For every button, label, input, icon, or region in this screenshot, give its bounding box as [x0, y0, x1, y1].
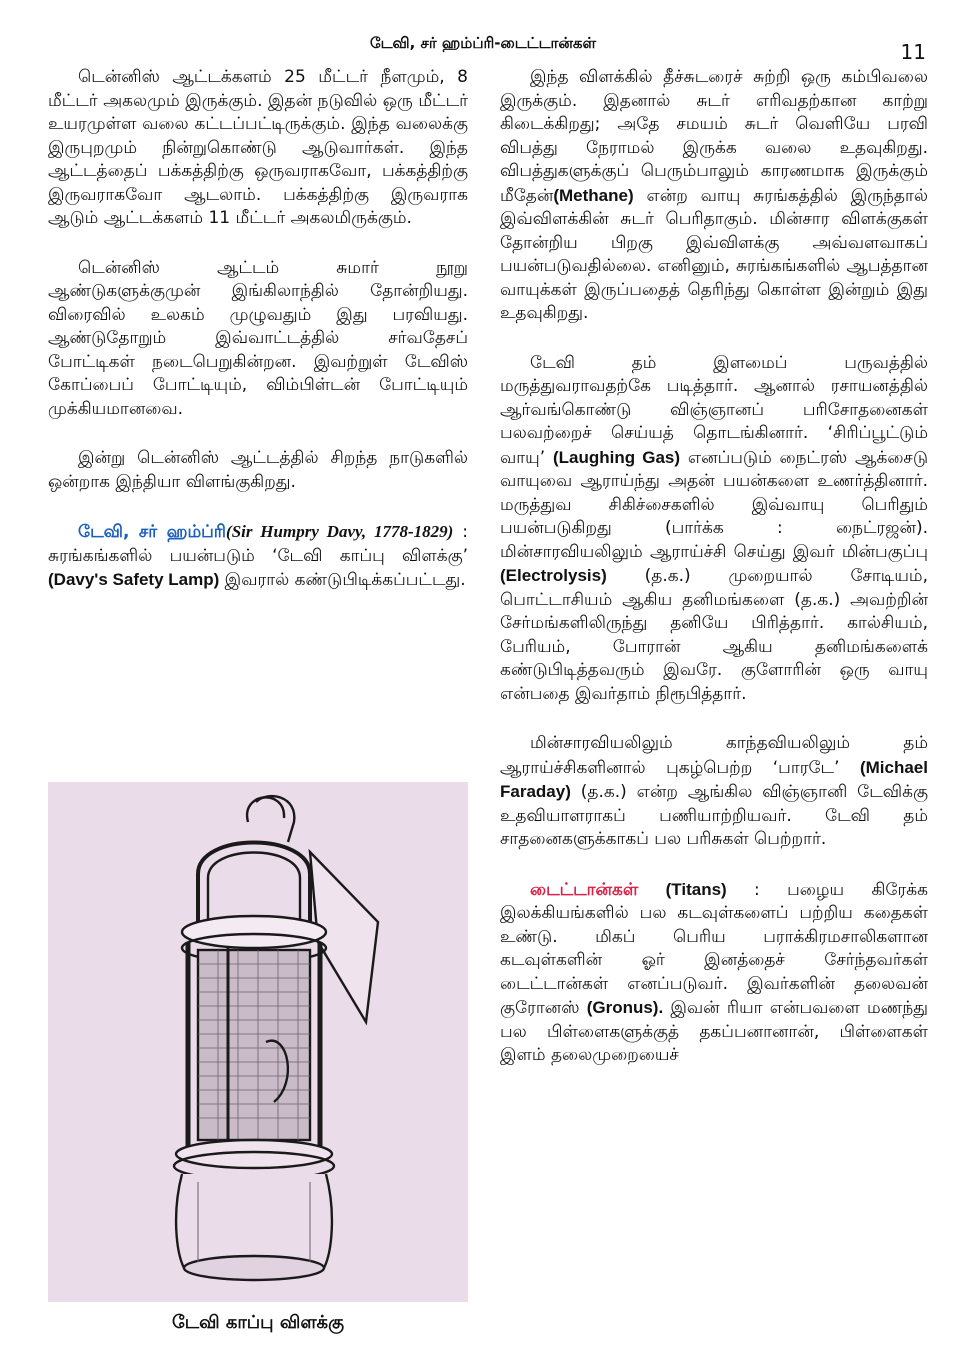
lamp-oil-vessel [176, 1174, 332, 1268]
lamp-handle-inner [208, 853, 300, 923]
paragraph-lamp-function [500, 66, 928, 326]
right-column [500, 66, 928, 1068]
faraday-text-2: (த.க.) என்ற ஆங்கில விஞ்ஞானி டேவிக்கு உதவியாளராகப் பணியாற்றியவர். டேவி தம் சாதனைகளுக்காகப் பல பரிசுகள் பெற்றார். [500, 782, 928, 849]
entry-titans [500, 878, 928, 1068]
paragraph-faraday [500, 732, 928, 852]
lamp-text-1: இந்த விளக்கில் தீச்சுடரைச் சுற்றி ஒரு கம்பிவலை இருக்கும். இதனால் சுடர் எரிவதற்கான காற்று கிடைக்கிறது; அதே சமயம் சுடர் வெளியே பரவி விபத்து நேராமல் இருக்க வலை உதவுகிறது. விபத்துகளுக்குப் பெரும்பாலும் காரணமாக இருக்கும் மீதேன் [500, 67, 928, 206]
entry-davy [48, 520, 468, 593]
lamp-ring [247, 797, 284, 822]
lamp-top-cap [182, 916, 326, 948]
page-number: 11 [900, 40, 926, 64]
titans-text-1: : பழைய கிரேக்க இலக்கியங்களில் பல கடவுள்களைப் பற்றிய கதைகள் உண்டு. மிகப் பெரிய பராக்கிரமசாலிகளான கடவுள்களின் ஓர் இனத்தைச் சேர்ந்தவர்கள் டைட்டான்கள் எனப்படுவர். இவர்களின் தலைவன் குரோனஸ் [500, 879, 928, 1018]
davy-lamp-latin: (Davy's Safety Lamp) [48, 570, 220, 589]
career-text-1: டேவி தம் இளமைப் பருவத்தில் மருத்துவராவதற்கே படித்தார். ஆனால் ரசாயனத்தில் ஆர்வங்கொண்டு விஞ்ஞானப் பரிசோதனைகள் பலவற்றைச் செய்யத் தொடங்கினார். ‘சிரிப்பூட்டும் வாயு’ [500, 352, 928, 468]
lamp-base-bottom [184, 1256, 324, 1280]
paragraph-court-size: டென்னிஸ் ஆட்டக்களம் 25 மீட்டர் நீளமும், 8 மீட்டர் அகலமும் இருக்கும். இதன் நடுவில் ஒரு மீட்டர் உயரமுள்ள வலை கட்டப்பட்டிருக்கும். இந்த வலைக்கு இருபுறமும் நின்றுகொண்டு ஆடுவார்கள். இந்த ஆட்டத்தைப் பக்கத்திற்கு ஒருவராகவோ, பக்கத்திற்கு இருவராகவோ ஆடலாம். பக்கத்திற்கு இருவராக ஆடும் ஆட்டக்களம் 11 மீட்டர் அகலமிருக்கும். [48, 67, 468, 228]
methane-term: (Methane) [553, 185, 634, 205]
left-column [48, 66, 468, 593]
career-text-2: எனப்படும் நைட்ரஸ் ஆக்சைடு வாயுவை ஆராய்ந்து அதன் பயன்களை உணர்த்தினார். மருத்துவ சிகிச்சைகளில் இவ்வாயு பெரிதும் பயன்படுகிறது (பார்க்க : நைட்ரஜன்). மின்சாரவியலிலும் ஆராய்ச்சி செய்து இவர் மின்பகுப்பு [500, 447, 928, 562]
faraday-term: (Michael Faraday) [500, 757, 928, 801]
paragraph-india-tennis: இன்று டென்னிஸ் ஆட்டத்தில் சிறந்த நாடுகளில் ஒன்றாக இந்தியா விளங்குகிறது. [48, 448, 468, 492]
lamp-handle [198, 843, 310, 923]
lamp-text-2: என்ற வாயு சுரங்கத்தில் இருந்தால் இவ்விளக்கின் சுடர் பெரிதாகும். மின்சார விளக்குகள் தோன்றிய பிறகு இவ்விளக்கு அவ்வளவாகப் பயன்படுவதில்லை. எனினும், சுரங்கங்களில் ஆபத்தான வாயுக்கள் இருப்பதைத் தெரிந்து கொள்ள இன்றும் இது உதவுகிறது. [500, 185, 928, 323]
lamp-base-ring [176, 1140, 332, 1168]
laughing-gas-term: (Laughing Gas) [552, 447, 681, 467]
page-header: டேவி, சர் ஹம்ப்ரி-டைட்டான்கள் [369, 34, 597, 52]
davy-text-2: இவரால் கண்டுபிடிக்கப்பட்டது. [219, 570, 466, 590]
gronus-term: (Gronus). [586, 998, 664, 1017]
career-text-3: (த.க.) முறையால் சோடியம், பொட்டாசியம் ஆகிய தனிமங்களை (த.க.) அவற்றின் சேர்மங்களிலிருந்து தனியே பிரித்தார். கால்சியம், பேரியம், போரான் ஆகிய தனிமங்களைக் கண்டுபிடித்தவரும் இவரே. குளோரின் ஒரு வாயு என்பதை இவர்தாம் நிரூபித்தார். [500, 566, 928, 704]
figure-caption: டேவி காப்பு விளக்கு [172, 1312, 344, 1333]
titans-latin-name: (Titans) [665, 879, 727, 899]
lamp-gauze [198, 950, 310, 1140]
davy-latin-name: (Sir Humpry Davy, 1778-1829) [226, 522, 454, 541]
lamp-drawing [48, 782, 468, 1302]
paragraph-tennis-history: டென்னிஸ் ஆட்டம் சுமார் நூறு ஆண்டுகளுக்குமுன் இங்கிலாந்தில் தோன்றியது. விரைவில் உலகம் முழுவதும் இது பரவியது. ஆண்டுதோறும் இவ்வாட்டத்தில் சர்வதேசப் போட்டிகள் நடைபெறுகின்றன. இவற்றுள் டேவிஸ் கோப்பைப் போட்டியும், விம்பிள்டன் போட்டியும் முக்கியமானவை. [48, 257, 468, 419]
electrolysis-term: (Electrolysis) [500, 566, 607, 585]
titans-text-2: இவன் ரியா என்பவளை மணந்து பல பிள்ளைகளுக்குத் தகப்பனானான், பிள்ளைகள் இளம் தலைமுறையைச் [500, 998, 928, 1065]
davy-text-1: : சுரங்கங்களில் பயன்படும் ‘டேவி காப்பு விளக்கு’ [48, 522, 468, 566]
lamp-hook [256, 796, 294, 842]
entry-heading-davy: டேவி, சர் ஹம்ப்ரி [78, 522, 227, 542]
faraday-text-1: மின்சாரவியலிலும் காந்தவியலிலும் தம் ஆராய்ச்சிகளினால் புகழ்பெற்ற ‘பாரடே’ [500, 733, 928, 778]
davy-lamp-illustration [48, 782, 468, 1302]
entry-heading-titans: டைட்டான்கள் [530, 879, 639, 900]
paragraph-davy-career [500, 352, 928, 707]
